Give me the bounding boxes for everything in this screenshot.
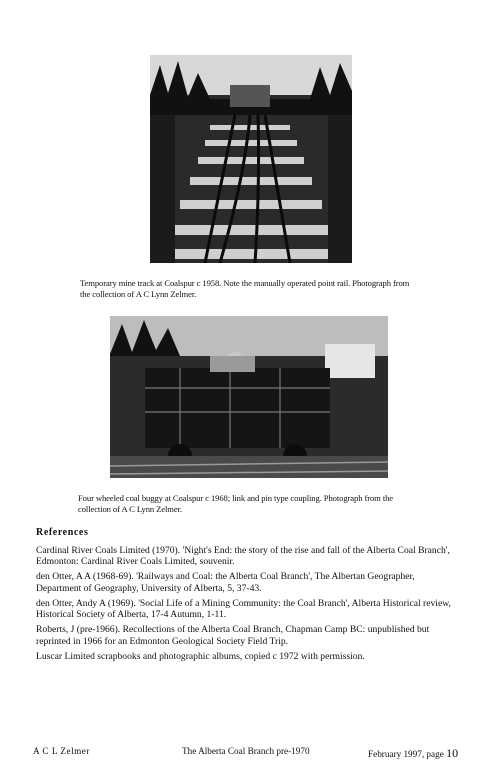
reference-item: den Otter, Andy A (1969). 'Social Life of a Mining Community: the Coal Branch', Alberta Historical review, Historical Society of Alberta, 17-4 Autumn, 1-11. — [36, 597, 451, 621]
footer-date — [368, 746, 458, 761]
references-heading: References — [36, 527, 89, 538]
footer-date-text: February 1997, page — [368, 749, 444, 759]
mine-track-photo — [150, 55, 352, 263]
reference-item: Roberts, J (pre-1966). Recollections of the Alberta Coal Branch, Chapman Camp BC: unpublished but reprinted in 1966 for an Edmonton Geological Society Field Trip. — [36, 624, 430, 647]
footer-title: The Alberta Coal Branch pre-1970 — [182, 746, 310, 756]
references-list — [36, 545, 456, 666]
reference-item: Luscar Limited scrapbooks and photographic albums, copied c 1972 with permission. — [36, 650, 365, 662]
coal-buggy-photo — [110, 316, 388, 478]
photo1-caption: Temporary mine track at Coalspur c 1958. Note the manually operated point rail. Photograph from the collection of A C Lynn Zelmer. — [80, 278, 410, 299]
photo2-caption: Four wheeled coal buggy at Coalspur c 1968; link and pin type coupling. Photograph from the collection of A C Lynn Zelmer. — [78, 493, 394, 514]
footer-author: A C L Zelmer — [33, 746, 90, 756]
reference-item: den Otter, A A (1968-69). 'Railways and Coal: the Alberta Coal Branch', The Albertan Geographer, Department of Geography, University of Alberta, 5, 37-43. — [36, 571, 415, 594]
page-number: 10 — [446, 746, 459, 760]
reference-item: Cardinal River Coals Limited (1970). 'Night's End: the story of the rise and fall of the Alberta Coal Branch', Edmonton: Cardinal River Coals Limited, souvenir. — [36, 545, 450, 568]
